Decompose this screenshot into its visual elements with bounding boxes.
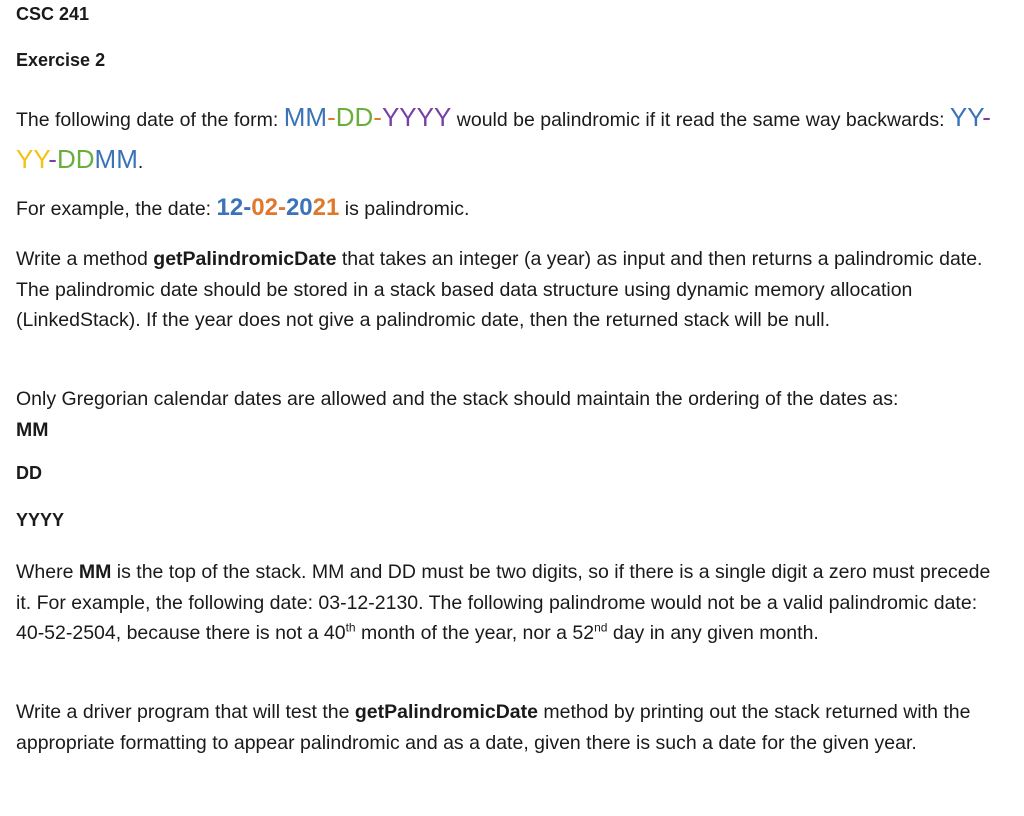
- top-label: MM: [78, 561, 112, 583]
- method-name: getPalindromicDate: [153, 248, 337, 270]
- backward-dash: -: [982, 102, 991, 132]
- paragraph-driver: [16, 697, 1006, 758]
- superscript: th: [345, 620, 356, 635]
- text: is the top of the stack. MM and DD must be two digits, so if there is a single digit a zero must precede it. For example, the following date: 03-12-2130. The following palindrome would not be a valid palindromic date: 40-52-2504, because there is not a 40: [16, 561, 991, 645]
- course-code: CSC 241: [16, 4, 90, 24]
- format-yyyy: YYYY: [381, 102, 452, 132]
- example-day: 02: [251, 194, 278, 221]
- text: method by printing out the stack returned with the appropriate formatting to appear palindromic and as a date, given there is such a date for the given year.: [16, 701, 971, 754]
- paragraph-gregorian: [16, 384, 1006, 445]
- text: Write a driver program that will test the: [16, 701, 355, 723]
- example-year: [286, 194, 339, 221]
- text: Write a method: [16, 248, 154, 270]
- format-dash: -: [327, 102, 336, 132]
- backward-yy: YY: [949, 102, 983, 132]
- backward-dash: -: [48, 144, 57, 174]
- text: For example, the date:: [16, 198, 217, 220]
- text: month of the year, nor a 52: [355, 622, 595, 645]
- example-year-part: 21: [312, 194, 340, 221]
- backward-mm: MM: [94, 144, 138, 174]
- stack-item-mm: MM: [16, 418, 49, 441]
- example-dash: -: [277, 194, 286, 221]
- text: is palindromic.: [339, 198, 470, 220]
- example-month: 12: [216, 194, 244, 221]
- backward-yy: YY: [16, 144, 49, 174]
- paragraph-date-form: [16, 98, 1006, 182]
- format-dd: DD: [335, 102, 374, 132]
- format-dash: -: [373, 102, 382, 132]
- text: that takes an integer (a year) as input and then returns a palindromic date. The palindromic date should be stored in a stack based data structure using dynamic memory allocation (LinkedStack). If the year does not give a palindromic date, then the returned stack will be null.: [16, 248, 983, 332]
- example-year-part: 20: [285, 194, 313, 221]
- example-dash: -: [243, 194, 252, 221]
- text: The following date of the form:: [16, 109, 284, 131]
- paragraph-example: [16, 193, 1006, 225]
- backward-dd: DD: [56, 144, 95, 174]
- text: would be palindromic if it read the same way backwards:: [451, 109, 950, 131]
- paragraph-method: [16, 244, 1006, 336]
- text: Where: [16, 561, 79, 583]
- stack-item-dd: DD: [16, 463, 42, 483]
- paragraph-stack-rules: [16, 557, 1006, 649]
- format-mm: MM: [283, 102, 328, 132]
- text: day in any given month.: [607, 622, 819, 645]
- text: Only Gregorian calendar dates are allowed and the stack should maintain the ordering of the dates as:: [16, 388, 899, 410]
- stack-item-yyyy: YYYY: [16, 510, 65, 530]
- method-name: getPalindromicDate: [354, 701, 538, 723]
- text: .: [137, 151, 144, 173]
- exercise-heading: Exercise 2: [16, 50, 106, 70]
- superscript: nd: [594, 620, 608, 635]
